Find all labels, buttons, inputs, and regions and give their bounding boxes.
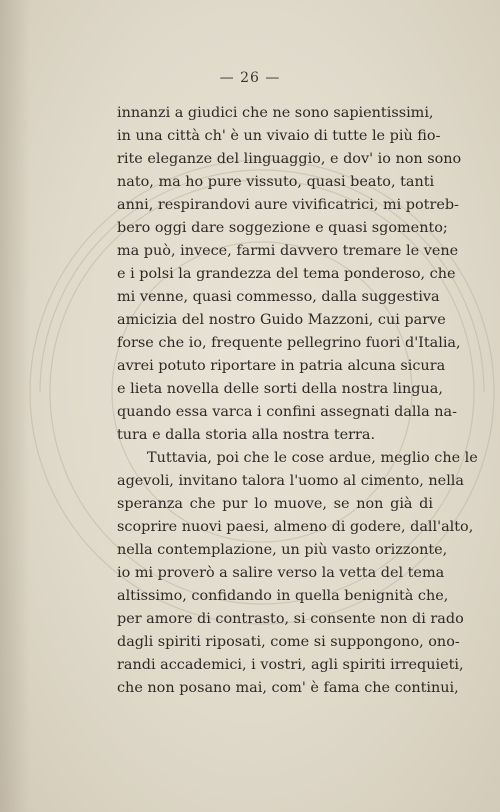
text-line: speranza che pur lo muove, se non già di [117,496,433,512]
text-line: e lieta novella delle sorti della nostra lingua, [117,381,443,397]
text-line: in una città ch' è un vivaio di tutte le più fio- [117,128,441,144]
text-line: bero oggi dare soggezione e quasi sgomento; [117,220,448,236]
text-line: nella contemplazione, un più vasto orizzonte, [117,542,448,558]
text-line: anni, respirandovi aure vivificatrici, mi potreb- [117,197,459,213]
text-line-paragraph-end: tura e dalla storia alla nostra terra. [117,427,376,443]
text-line: innanzi a giudici che ne sono sapientissimi, [117,105,434,121]
text-line: mi venne, quasi commesso, dalla suggestiva [117,289,440,305]
page-number: — 26 — [219,70,281,86]
text-line-paragraph-start: Tuttavia, poi che le cose ardue, meglio che le [147,450,478,466]
text-line: nato, ma ho pure vissuto, quasi beato, tanti [117,174,435,190]
text-line: io mi proverò a salire verso la vetta del tema [117,565,445,581]
text-line: forse che io, frequente pellegrino fuori d'Italia, [117,335,461,351]
text-line: avrei potuto riportare in patria alcuna sicura [117,358,446,374]
text-line: quando essa varca i confini assegnati dalla na- [117,404,457,420]
text-line: scoprire nuovi paesi, almeno di godere, dall'alto, [117,519,474,535]
text-line: agevoli, invitano talora l'uomo al cimento, nella [117,473,464,489]
body-text [117,102,478,700]
text-line: dagli spiriti riposati, come si suppongono, ono- [117,634,460,650]
text-line: randi accademici, i vostri, agli spiriti irrequieti, [117,657,464,673]
text-line: che non posano mai, com' è fama che continui, [117,680,459,696]
text-line: altissimo, confidando in quella benignità che, [117,588,449,604]
text-line: amicizia del nostro Guido Mazzoni, cui parve [117,312,446,328]
text-line: e i polsi la grandezza del tema ponderoso, che [117,266,456,282]
text-line: ma può, invece, farmi davvero tremare le vene [117,243,459,259]
text-line: rite eleganze del linguaggio, e dov' io non sono [117,151,462,167]
text-line: per amore di contrasto, si consente non di rado [117,611,464,627]
